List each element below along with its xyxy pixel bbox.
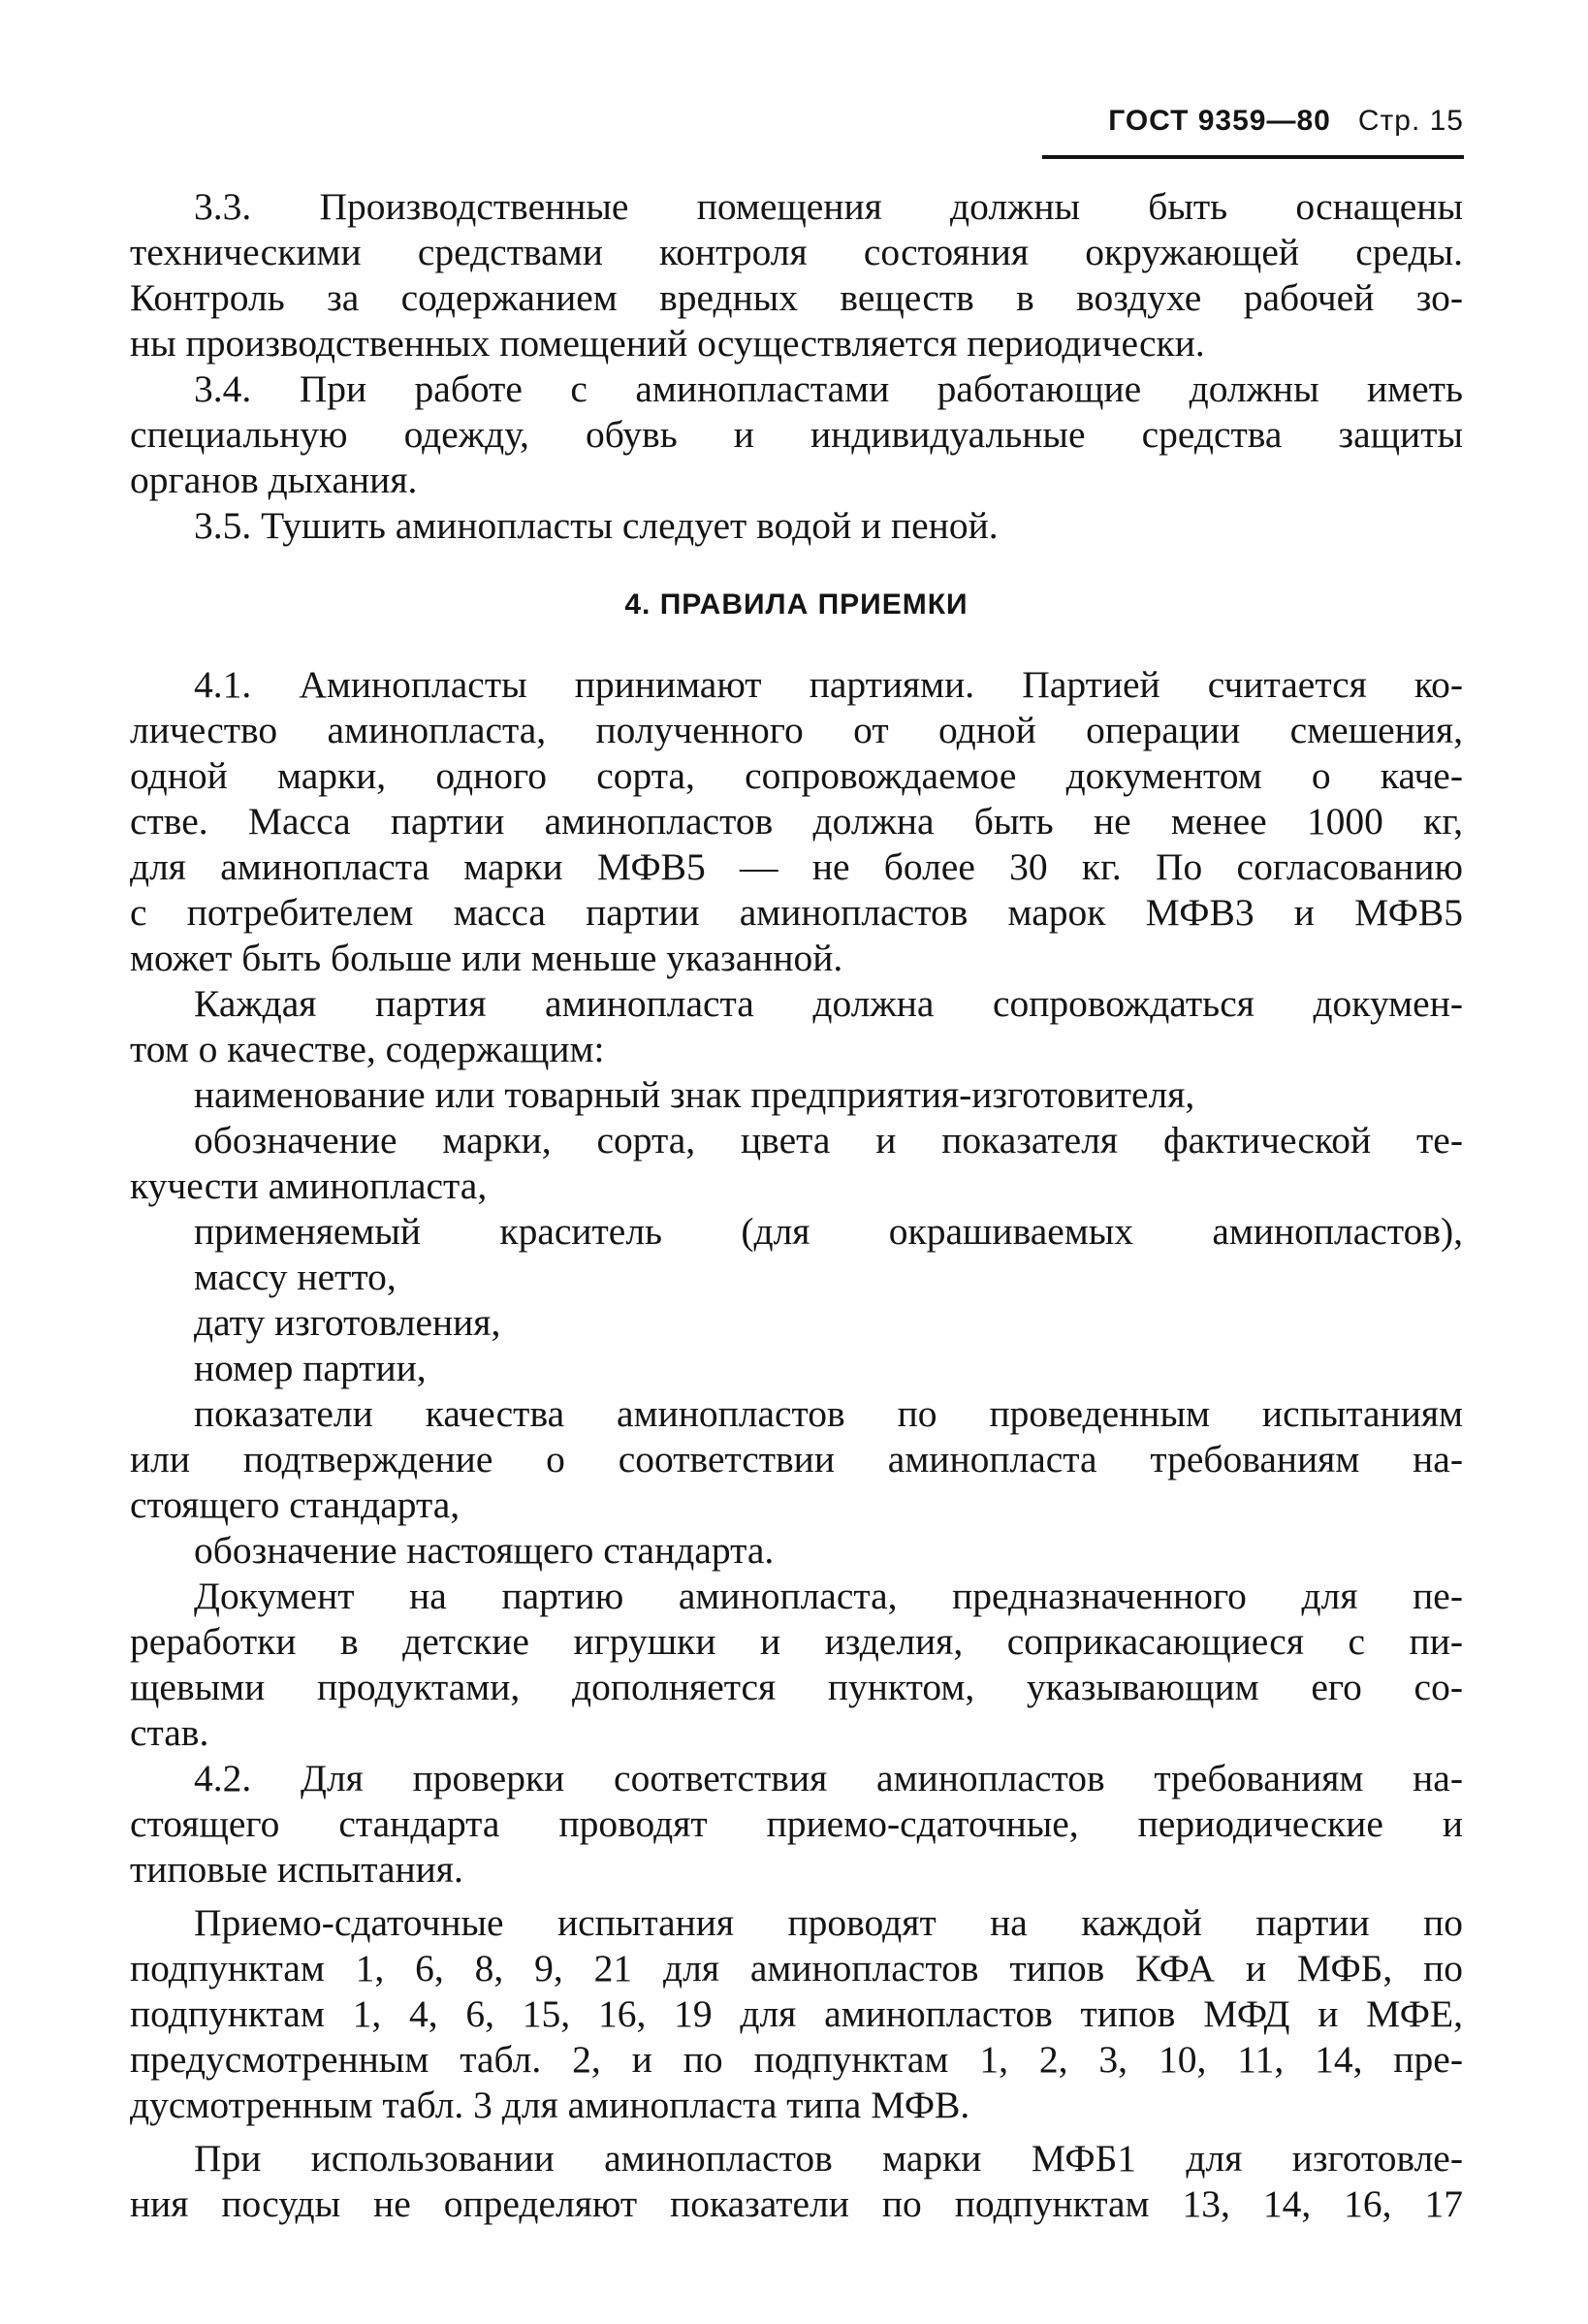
text-line: 3.3. Производственные помещения должны быть оснащены (194, 185, 1463, 228)
list-item: массу нетто, (194, 1256, 397, 1298)
standard-number: ГОСТ 9359—80 (1108, 105, 1331, 137)
text-line: том о качестве, содержащим: (130, 1028, 605, 1070)
text-line: 3.4. При работе с аминопластами работающие должны иметь (194, 367, 1463, 410)
text-line: может быть больше или меньше указанной. (130, 937, 843, 979)
text-line: ны производственных помещений осуществляется периодически. (130, 322, 1205, 365)
list-item-continuation: кучести аминопласта, (130, 1164, 488, 1207)
list-item: обозначение настоящего стандарта. (194, 1529, 775, 1572)
text-line: подпунктам 1, 4, 6, 15, 16, 19 для аминопластов типов МФД и МФЕ, (130, 1992, 1463, 2035)
text-line: 4.1. Аминопласты принимают партиями. Партией считается ко- (194, 663, 1463, 706)
text-line: личество аминопласта, полученного от одной операции смешения, (130, 709, 1463, 751)
list-item-continuation: стоящего стандарта, (130, 1483, 461, 1526)
text-line: одной марки, одного сорта, сопровождаемое документом о каче- (130, 754, 1463, 797)
list-item-continuation: или подтверждение о соответствии аминопласта требованиям на- (130, 1438, 1463, 1480)
section-title: 4. ПРАВИЛА ПРИЕМКИ (624, 589, 969, 621)
text-line: подпунктам 1, 6, 8, 9, 21 для аминопластов типов КФА и МФБ, по (130, 1947, 1463, 1990)
text-line: Приемо-сдаточные испытания проводят на каждой партии по (194, 1901, 1463, 1944)
text-line: став. (130, 1711, 209, 1754)
text-line: специальную одежду, обувь и индивидуальные средства защиты (130, 413, 1463, 456)
text-line: типовые испытания. (130, 1848, 463, 1891)
text-line: Документ на партию аминопласта, предназначенного для пе- (194, 1575, 1463, 1617)
list-item: дату изготовления, (194, 1301, 501, 1344)
text-line: с потребителем масса партии аминопластов марок МФВ3 и МФВ5 (130, 891, 1463, 934)
text-line: Контроль за содержанием вредных веществ в воздухе рабочей зо- (130, 276, 1463, 319)
body-text (130, 184, 1463, 2227)
list-item: показатели качества аминопластов по проведенным испытаниям (194, 1392, 1463, 1435)
list-item: обозначение марки, сорта, цвета и показателя фактической те- (194, 1119, 1463, 1162)
list-item: наименование или товарный знак предприятия-изготовителя, (194, 1073, 1195, 1116)
text-line: щевыми продуктами, дополняется пунктом, указывающим его со- (130, 1666, 1463, 1708)
running-header (969, 105, 1464, 138)
text-line: ния посуды не определяют показатели по подпунктам 13, 14, 16, 17 (130, 2182, 1463, 2225)
text-line: 4.2. Для проверки соответствия аминопластов требованиям на- (194, 1757, 1463, 1799)
text-line: стоящего стандарта проводят приемо-сдаточные, периодические и (130, 1802, 1463, 1845)
text-line: 3.5. Тушить аминопласты следует водой и пеной. (194, 504, 999, 547)
text-line: для аминопласта марки МФВ5 — не более 30 кг. По согласованию (130, 845, 1463, 888)
text-line: органов дыхания. (130, 459, 418, 501)
page-number: Стр. 15 (1357, 105, 1464, 137)
text-line: техническими средствами контроля состояния окружающей среды. (130, 231, 1463, 273)
text-line: дусмотренным табл. 3 для аминопласта типа МФВ. (130, 2084, 970, 2126)
text-line: Каждая партия аминопласта должна сопровождатьcя докумен- (194, 982, 1463, 1025)
header-rule (1042, 155, 1464, 159)
text-line: предусмотренным табл. 2, и по подпунктам 1, 2, 3, 10, 11, 14, пре- (130, 2038, 1463, 2081)
text-line: реработки в детские игрушки и изделия, соприкасающиеся с пи- (130, 1620, 1463, 1663)
text-line: стве. Масса партии аминопластов должна быть не менее 1000 кг, (130, 800, 1463, 843)
list-item: номер партии, (194, 1347, 427, 1389)
list-item: применяемый краситель (для окрашиваемых аминопластов), (194, 1210, 1463, 1253)
text-line: При использовании аминопластов марки МФБ1 для изготовле- (194, 2137, 1463, 2180)
